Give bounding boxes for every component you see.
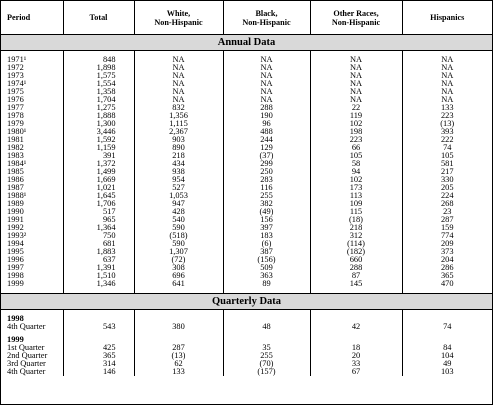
- period-cell: 1982: [7, 143, 24, 152]
- total-cell: 391: [63, 152, 134, 160]
- other-races-cell: 198: [310, 128, 402, 136]
- period-cell: 1997: [7, 263, 24, 272]
- total-cell: 365: [63, 352, 134, 360]
- data-table: [1, 1, 492, 376]
- total-cell: 750: [63, 232, 134, 240]
- other-races-cell: 42: [310, 323, 402, 331]
- hispanics-cell: 217: [402, 168, 492, 176]
- black-cell: 363: [223, 272, 310, 280]
- period-cell: 2nd Quarter: [7, 351, 48, 360]
- hispanics-cell: 223: [402, 112, 492, 120]
- period-cell: 1981: [7, 135, 24, 144]
- table-row: [1, 368, 492, 376]
- table-row: [1, 200, 492, 208]
- period-cell: 1995: [7, 247, 24, 256]
- black-cell: 255: [223, 192, 310, 200]
- total-cell: 1,391: [63, 264, 134, 272]
- other-races-cell: 113: [310, 192, 402, 200]
- total-cell: 1,669: [63, 176, 134, 184]
- black-cell: 183: [223, 232, 310, 240]
- table-row: [1, 120, 492, 128]
- black-cell: (156): [223, 256, 310, 264]
- other-races-cell: NA: [310, 64, 402, 72]
- table-row: [1, 280, 492, 288]
- table-row: [1, 248, 492, 256]
- period-cell: 1990: [7, 207, 24, 216]
- black-cell: 255: [223, 352, 310, 360]
- total-cell: 1,499: [63, 168, 134, 176]
- total-cell: 1,358: [63, 88, 134, 96]
- white-cell: 540: [134, 216, 223, 224]
- black-cell: 509: [223, 264, 310, 272]
- other-races-cell: 18: [310, 344, 402, 352]
- period-cell: 1994: [7, 239, 24, 248]
- other-races-cell: 109: [310, 200, 402, 208]
- black-cell: NA: [223, 64, 310, 72]
- other-races-cell: 22: [310, 104, 402, 112]
- white-cell: 1,115: [134, 120, 223, 128]
- header-total: Total: [63, 1, 134, 35]
- other-races-cell: NA: [310, 56, 402, 64]
- period-cell: 1985: [7, 167, 24, 176]
- other-races-cell: 145: [310, 280, 402, 288]
- white-cell: 938: [134, 168, 223, 176]
- table-row: [1, 168, 492, 176]
- period-cell: 3rd Quarter: [7, 359, 46, 368]
- hispanics-cell: 330: [402, 176, 492, 184]
- table-row: [1, 104, 492, 112]
- black-cell: 35: [223, 344, 310, 352]
- other-races-cell: 66: [310, 144, 402, 152]
- table-row: [1, 264, 492, 272]
- total-cell: 146: [63, 368, 134, 376]
- white-cell: 641: [134, 280, 223, 288]
- other-races-cell: 67: [310, 368, 402, 376]
- total-cell: 314: [63, 360, 134, 368]
- table-row: [1, 128, 492, 136]
- hispanics-cell: 393: [402, 128, 492, 136]
- total-cell: 1,898: [63, 64, 134, 72]
- other-races-cell: 288: [310, 264, 402, 272]
- black-cell: 96: [223, 120, 310, 128]
- white-cell: NA: [134, 88, 223, 96]
- other-races-cell: 20: [310, 352, 402, 360]
- other-races-cell: 94: [310, 168, 402, 176]
- white-cell: 1,053: [134, 192, 223, 200]
- period-cell: 1996: [7, 255, 24, 264]
- black-cell: 89: [223, 280, 310, 288]
- period-cell: 1976: [7, 95, 24, 104]
- total-cell: 1,159: [63, 144, 134, 152]
- black-cell: 283: [223, 176, 310, 184]
- white-cell: 428: [134, 208, 223, 216]
- table-row: [1, 216, 492, 224]
- table-row: [1, 272, 492, 280]
- period-cell: 1986: [7, 175, 24, 184]
- hispanics-cell: 268: [402, 200, 492, 208]
- other-races-cell: 105: [310, 152, 402, 160]
- table-row: [1, 232, 492, 240]
- table-row: [1, 184, 492, 192]
- white-cell: 218: [134, 152, 223, 160]
- white-cell: 903: [134, 136, 223, 144]
- period-cell: 1991: [7, 215, 24, 224]
- hispanics-cell: 159: [402, 224, 492, 232]
- period-cell: 1983: [7, 151, 24, 160]
- other-races-cell: 87: [310, 272, 402, 280]
- hispanics-cell: NA: [402, 88, 492, 96]
- period-cell: 1999: [7, 279, 24, 288]
- table-row: [1, 323, 492, 331]
- table-row: [1, 176, 492, 184]
- other-races-cell: NA: [310, 96, 402, 104]
- hispanics-cell: NA: [402, 64, 492, 72]
- table-row: [1, 152, 492, 160]
- hispanics-cell: 365: [402, 272, 492, 280]
- quarterly-data-section: [1, 294, 492, 310]
- total-cell: 1,554: [63, 80, 134, 88]
- black-cell: 48: [223, 323, 310, 331]
- table-row: [1, 224, 492, 232]
- table-body: [1, 35, 492, 377]
- hispanics-cell: 222: [402, 136, 492, 144]
- other-races-cell: 102: [310, 176, 402, 184]
- table-row: [1, 64, 492, 72]
- table-row: [1, 360, 492, 368]
- table-row: [1, 136, 492, 144]
- table-row: [1, 112, 492, 120]
- white-cell: 590: [134, 240, 223, 248]
- period-cell: 1989: [7, 199, 24, 208]
- black-cell: (37): [223, 152, 310, 160]
- total-cell: 1,592: [63, 136, 134, 144]
- white-cell: 890: [134, 144, 223, 152]
- period-cell: 1984¹: [7, 159, 27, 168]
- white-cell: 308: [134, 264, 223, 272]
- black-cell: NA: [223, 96, 310, 104]
- table-row: [1, 144, 492, 152]
- black-cell: (49): [223, 208, 310, 216]
- period-cell: 1993²: [7, 231, 27, 240]
- total-cell: 681: [63, 240, 134, 248]
- black-cell: (6): [223, 240, 310, 248]
- quarter-year-row: [1, 336, 492, 344]
- period-cell: 1st Quarter: [7, 343, 45, 352]
- white-cell: 954: [134, 176, 223, 184]
- header-black-non-hispanic: Black, Non-Hispanic: [223, 1, 310, 35]
- black-cell: 156: [223, 216, 310, 224]
- black-cell: NA: [223, 80, 310, 88]
- hispanics-cell: 204: [402, 256, 492, 264]
- other-races-cell: NA: [310, 88, 402, 96]
- black-cell: 397: [223, 224, 310, 232]
- total-cell: 1,645: [63, 192, 134, 200]
- hispanics-cell: 105: [402, 152, 492, 160]
- table-row: [1, 160, 492, 168]
- hispanics-cell: 209: [402, 240, 492, 248]
- header-period: Period: [1, 1, 63, 35]
- other-races-cell: (114): [310, 240, 402, 248]
- other-races-cell: (182): [310, 248, 402, 256]
- period-cell: 1972: [7, 63, 24, 72]
- white-cell: (518): [134, 232, 223, 240]
- table-row: [1, 192, 492, 200]
- white-cell: 832: [134, 104, 223, 112]
- hispanics-cell: 49: [402, 360, 492, 368]
- hispanics-cell: 581: [402, 160, 492, 168]
- black-cell: 488: [223, 128, 310, 136]
- period-cell: 1973: [7, 71, 24, 80]
- other-races-cell: 660: [310, 256, 402, 264]
- total-cell: 3,446: [63, 128, 134, 136]
- other-races-cell: 102: [310, 120, 402, 128]
- black-cell: 244: [223, 136, 310, 144]
- table-row: [1, 208, 492, 216]
- table-row: [1, 352, 492, 360]
- other-races-cell: 119: [310, 112, 402, 120]
- table-row: [1, 256, 492, 264]
- total-cell: 1,364: [63, 224, 134, 232]
- total-cell: 1,575: [63, 72, 134, 80]
- white-cell: 1,356: [134, 112, 223, 120]
- hispanics-cell: 133: [402, 104, 492, 112]
- total-cell: 1,888: [63, 112, 134, 120]
- white-cell: (72): [134, 256, 223, 264]
- black-cell: 288: [223, 104, 310, 112]
- white-cell: 696: [134, 272, 223, 280]
- hispanics-cell: 104: [402, 352, 492, 360]
- white-cell: 2,367: [134, 128, 223, 136]
- quarter-year-row: [1, 315, 492, 323]
- black-cell: 387: [223, 248, 310, 256]
- hispanics-cell: 74: [402, 323, 492, 331]
- annual-data-section-title: Annual Data: [1, 35, 492, 51]
- total-cell: 1,706: [63, 200, 134, 208]
- white-cell: 527: [134, 184, 223, 192]
- total-cell: 517: [63, 208, 134, 216]
- total-cell: 637: [63, 256, 134, 264]
- total-cell: 1,372: [63, 160, 134, 168]
- black-cell: NA: [223, 88, 310, 96]
- white-cell: NA: [134, 72, 223, 80]
- period-cell: 1987: [7, 183, 24, 192]
- white-cell: 62: [134, 360, 223, 368]
- white-cell: 380: [134, 323, 223, 331]
- header-hispanics: Hispanics: [402, 1, 492, 35]
- black-cell: (70): [223, 360, 310, 368]
- black-cell: 299: [223, 160, 310, 168]
- white-cell: 133: [134, 368, 223, 376]
- empty-cell: [63, 336, 134, 344]
- black-cell: (157): [223, 368, 310, 376]
- other-races-cell: 312: [310, 232, 402, 240]
- hispanics-cell: 470: [402, 280, 492, 288]
- hispanics-cell: 74: [402, 144, 492, 152]
- table-row: [1, 80, 492, 88]
- table-row: [1, 240, 492, 248]
- period-cell: 1974¹: [7, 79, 27, 88]
- black-cell: 190: [223, 112, 310, 120]
- other-races-cell: 58: [310, 160, 402, 168]
- total-cell: 1,346: [63, 280, 134, 288]
- header-row: [1, 1, 492, 35]
- quarterly-data-section-title: Quarterly Data: [1, 294, 492, 310]
- period-cell: 1979: [7, 119, 24, 128]
- period-cell: 4th Quarter: [7, 322, 46, 331]
- empty-cell: [63, 315, 134, 323]
- table-row: [1, 344, 492, 352]
- other-races-cell: 223: [310, 136, 402, 144]
- hispanics-cell: 23: [402, 208, 492, 216]
- white-cell: 590: [134, 224, 223, 232]
- hispanics-cell: (13): [402, 120, 492, 128]
- other-races-cell: 33: [310, 360, 402, 368]
- table-row: [1, 72, 492, 80]
- other-races-cell: 115: [310, 208, 402, 216]
- table-row: [1, 88, 492, 96]
- hispanics-cell: NA: [402, 72, 492, 80]
- black-cell: NA: [223, 72, 310, 80]
- other-races-cell: 218: [310, 224, 402, 232]
- period-cell: 1998: [7, 271, 24, 280]
- white-cell: NA: [134, 96, 223, 104]
- total-cell: 1,883: [63, 248, 134, 256]
- hispanics-cell: NA: [402, 56, 492, 64]
- black-cell: 116: [223, 184, 310, 192]
- total-cell: 1,021: [63, 184, 134, 192]
- quarter-year-label: 1999: [7, 335, 24, 344]
- white-cell: NA: [134, 80, 223, 88]
- other-races-cell: NA: [310, 72, 402, 80]
- period-cell: 4th Quarter: [7, 367, 46, 376]
- total-cell: 1,275: [63, 104, 134, 112]
- white-cell: NA: [134, 64, 223, 72]
- white-cell: (13): [134, 352, 223, 360]
- total-cell: 1,704: [63, 96, 134, 104]
- white-cell: 947: [134, 200, 223, 208]
- period-cell: 1980¹: [7, 127, 27, 136]
- period-cell: 1971¹: [7, 55, 27, 64]
- black-cell: 129: [223, 144, 310, 152]
- period-cell: 1992: [7, 223, 24, 232]
- hispanics-cell: NA: [402, 80, 492, 88]
- quarter-year-label: 1998: [7, 314, 24, 323]
- hispanics-cell: 205: [402, 184, 492, 192]
- header-other-races-non-hispanic: Other Races, Non-Hispanic: [310, 1, 402, 35]
- white-cell: 287: [134, 344, 223, 352]
- table-row: [1, 56, 492, 64]
- period-cell: 1988¹: [7, 191, 27, 200]
- hispanics-cell: 774: [402, 232, 492, 240]
- black-cell: 382: [223, 200, 310, 208]
- hispanics-cell: 224: [402, 192, 492, 200]
- white-cell: 1,307: [134, 248, 223, 256]
- hispanics-cell: NA: [402, 96, 492, 104]
- period-cell: 1977: [7, 103, 24, 112]
- total-cell: 1,300: [63, 120, 134, 128]
- hispanics-cell: 287: [402, 216, 492, 224]
- period-cell: 1978: [7, 111, 24, 120]
- total-cell: 965: [63, 216, 134, 224]
- annual-data-section: [1, 35, 492, 51]
- white-cell: NA: [134, 56, 223, 64]
- table-row: [1, 96, 492, 104]
- hispanics-cell: 84: [402, 344, 492, 352]
- white-cell: 434: [134, 160, 223, 168]
- hispanics-cell: 373: [402, 248, 492, 256]
- total-cell: 1,510: [63, 272, 134, 280]
- hispanics-cell: 103: [402, 368, 492, 376]
- other-races-cell: NA: [310, 80, 402, 88]
- total-cell: 848: [63, 56, 134, 64]
- period-cell: 1975: [7, 87, 24, 96]
- other-races-cell: (18): [310, 216, 402, 224]
- header-white-non-hispanic: White, Non-Hispanic: [134, 1, 223, 35]
- hispanics-cell: 286: [402, 264, 492, 272]
- other-races-cell: 173: [310, 184, 402, 192]
- black-cell: 250: [223, 168, 310, 176]
- total-cell: 425: [63, 344, 134, 352]
- total-cell: 543: [63, 323, 134, 331]
- black-cell: NA: [223, 56, 310, 64]
